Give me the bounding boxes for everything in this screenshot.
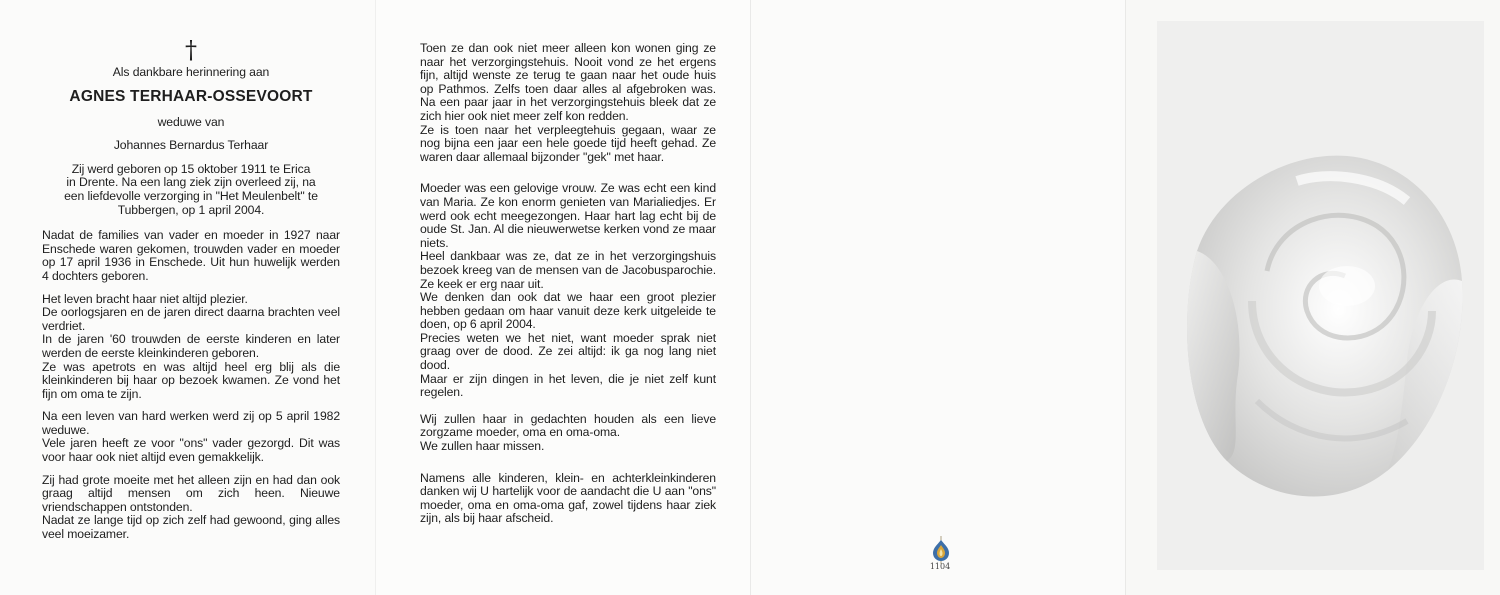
birth-line: in Drente. Na een lang ziek zijn overleed zij, na <box>66 175 316 190</box>
paragraph-families: Nadat de families van vader en moeder in 1927 naar Enschede waren gekomen, trouwden vader en moeder op 17 april 1936 in Enschede. Uit hun huwelijk werden 4 dochters geboren. <box>42 228 340 283</box>
paragraph-care-home <box>420 42 716 164</box>
flame-emblem-icon <box>926 536 956 580</box>
text-line: Moeder was een gelovige vrouw. Ze was echt een kind van Maria. Ze kon enorm genieten van Marialiedjes. Er werd ook echt meegezongen. Haar hart lag echt bij de oude St. Jan. Al die nieuwerwetse kerken vond ze maar niets. <box>420 181 716 250</box>
intro-line: Als dankbare herinnering aan <box>112 65 270 79</box>
text-line: Nadat ze lange tijd op zich zelf had gewoond, ging alles veel moeizamer. <box>42 513 340 542</box>
text-line: We denken dan ook dat we haar een groot plezier hebben gedaan om haar vanuit deze kerk uitgeleide te doen, op 6 april 2004. <box>420 290 716 332</box>
rose-image <box>1157 21 1484 570</box>
left-column <box>42 38 340 551</box>
paragraph-life <box>42 293 340 402</box>
text-line: Ze is toen naar het verpleegtehuis gegaan, waar ze nog bijna een jaar een hele goede tijd heeft gehad. Ze waren daar allemaal bijzonder "gek" met haar. <box>420 122 716 164</box>
text-line: Wij zullen haar in gedachten houden als een lieve zorgzame moeder, oma en oma-oma. <box>420 411 716 440</box>
paragraph-widow <box>42 410 340 464</box>
widow-of-line: weduwe van <box>157 114 225 129</box>
text-line: Zij had grote moeite met het alleen zijn en had dan ook graag altijd mensen om zich heen. Nieuwe vriendschappen ontstonden. <box>42 472 340 514</box>
paragraph-alone <box>42 474 340 542</box>
text-line: Precies weten we het niet, want moeder sprak niet graag over de dood. Ze zei altijd: ik ga nog lang niet dood. <box>420 330 716 373</box>
husband-name: Johannes Bernardus Terhaar <box>113 138 269 153</box>
birth-line: Tubbergen, op 1 april 2004. <box>117 202 265 217</box>
cross-icon: † <box>185 36 197 64</box>
birth-line: een liefdevolle verzorging in "Het Meulenbelt" te <box>64 188 318 203</box>
text-line: Na een leven van hard werken werd zij op 5 april 1982 weduwe. <box>42 409 340 437</box>
paragraph-thanks: Namens alle kinderen, klein- en achterkleinkinderen danken wij U hartelijk voor de aandacht die U aan "ons" moeder, oma en oma-oma gaf, zowel tijdens haar ziek zijn, als bij haar afscheid. <box>420 470 716 526</box>
text-line: Heel dankbaar was ze, dat ze in het verzorgingshuis bezoek kreeg van de mensen van de Jacobusparochie. Ze keek er erg naar uit. <box>420 249 716 291</box>
paragraph-remember <box>420 413 716 454</box>
middle-column <box>420 42 716 539</box>
birth-death-text <box>42 163 340 217</box>
card-number: 1104 <box>929 562 951 571</box>
text-line: Vele jaren heeft ze voor "ons" vader gezorgd. Dit was voor haar ook niet altijd even gemakkelijk. <box>42 436 340 465</box>
birth-line: Zij werd geboren op 15 oktober 1911 te Erica <box>71 161 311 176</box>
text-line: Ze was apetrots en was altijd heel erg blij als die kleinkinderen bij haar op bezoek kwamen. Ze vond het fijn om oma te zijn. <box>42 359 340 401</box>
text-line: Toen ze dan ook niet meer alleen kon wonen ging ze naar het verzorgingstehuis. Nooit vond ze het ergens fijn, altijd wenste ze terug te gaan naar het oude huis op Pathmos. Zelfs toen daar alles al afgebroken was. Na een paar jaar in het verzorgingstehuis bleek dat ze zich hier ook niet meer zelf kon redden. <box>420 41 716 123</box>
text-line: Het leven bracht haar niet altijd plezier. <box>42 291 248 306</box>
text-line: De oorlogsjaren en de jaren direct daarna brachten veel verdriet. <box>42 305 340 333</box>
deceased-name: AGNES TERHAAR-OSSEVOORT <box>69 87 313 105</box>
text-line: Maar er zijn dingen in het leven, die je niet zelf kunt regelen. <box>420 371 716 400</box>
text-line: We zullen haar missen. <box>420 439 545 454</box>
text-line: In de jaren '60 trouwden de eerste kinderen en later werden de eerste kleinkinderen geboren. <box>42 332 340 360</box>
panel-back <box>750 0 1125 595</box>
rose-illustration <box>1157 21 1484 570</box>
paragraph-faith <box>420 182 716 400</box>
